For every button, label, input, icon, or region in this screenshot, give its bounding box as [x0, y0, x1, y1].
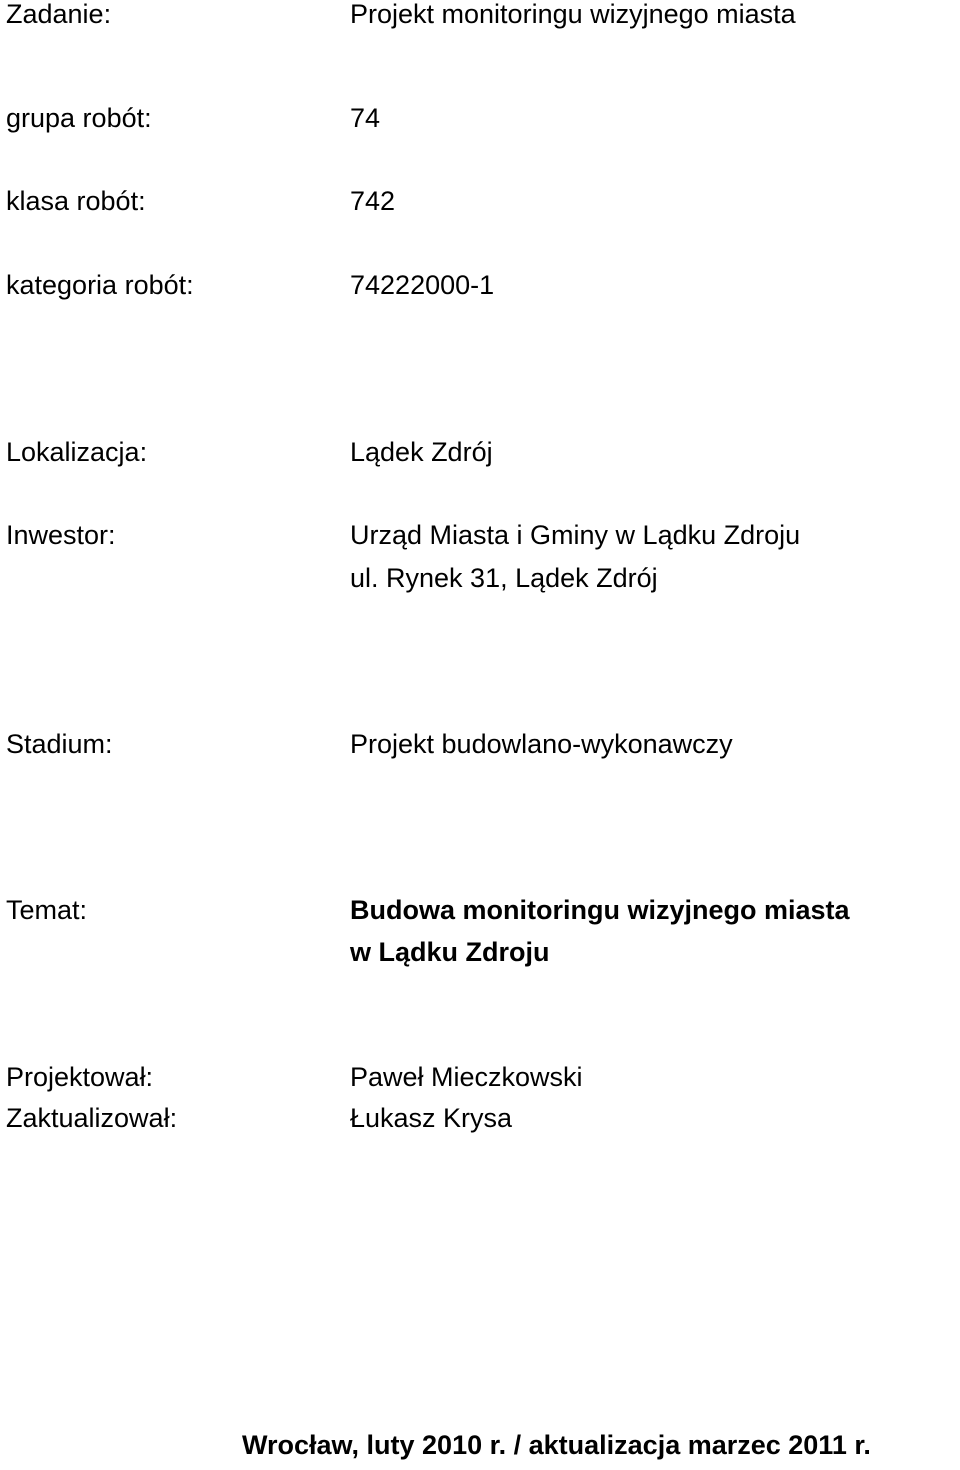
zadanie-value: Projekt monitoringu wizyjnego miasta: [350, 0, 796, 29]
klasa-robot-label: klasa robót:: [6, 186, 146, 216]
zaktualizowal-label: Zaktualizował:: [6, 1103, 178, 1133]
inwestor-value-line1: Urząd Miasta i Gminy w Lądku Zdroju: [350, 520, 801, 550]
inwestor-label: Inwestor:: [6, 520, 116, 550]
klasa-robot-value: 742: [350, 186, 396, 216]
stadium-label: Stadium:: [6, 729, 113, 759]
grupa-robot-value: 74: [350, 103, 381, 133]
stadium-value: Projekt budowlano-wykonawczy: [350, 729, 733, 759]
grupa-robot-label: grupa robót:: [6, 103, 152, 133]
inwestor-value-line2: ul. Rynek 31, Lądek Zdrój: [350, 563, 658, 593]
kategoria-robot-value: 74222000-1: [350, 270, 495, 300]
temat-value-line2: w Lądku Zdroju: [350, 937, 550, 967]
temat-value-line1: Budowa monitoringu wizyjnego miasta: [350, 895, 850, 925]
projektowal-label: Projektował:: [6, 1062, 154, 1092]
projektowal-value: Paweł Mieczkowski: [350, 1062, 583, 1092]
kategoria-robot-label: kategoria robót:: [6, 270, 194, 300]
lokalizacja-label: Lokalizacja:: [6, 437, 148, 467]
zadanie-label: Zadanie:: [6, 0, 112, 29]
temat-label: Temat:: [6, 895, 88, 925]
place-date-footer: Wrocław, luty 2010 r. / aktualizacja marzec 2011 r.: [242, 1430, 871, 1460]
zaktualizowal-value: Łukasz Krysa: [350, 1103, 513, 1133]
lokalizacja-value: Lądek Zdrój: [350, 437, 493, 467]
